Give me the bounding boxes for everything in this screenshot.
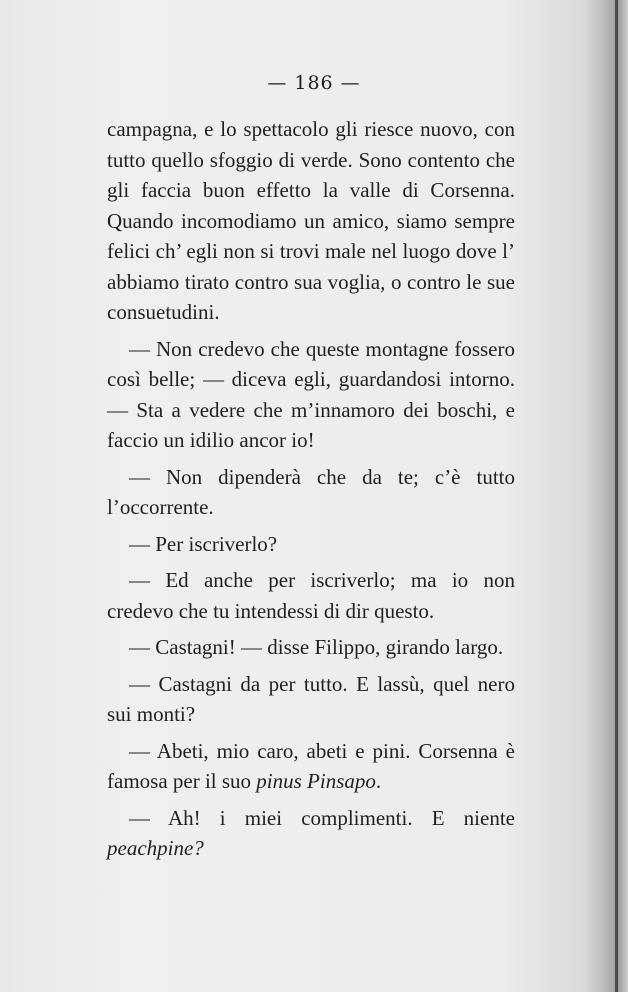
book-spine-line (615, 0, 618, 992)
paragraph-4: — Per iscriverlo? (129, 531, 278, 556)
paragraph-1: campagna, e lo spettacolo gli riesce nuovo, con tutto quello sfoggio di verde. Sono contento che gli faccia buon effetto la valle di Corsenna. Quando incomodiamo un amico, siamo sempre felici ch’ egli non si trovi male nel luogo dove l’ abbiamo tirato contro sua voglia, o contro le sue consuetudini. (107, 117, 515, 324)
page-number: — 186 — (267, 72, 361, 94)
paragraph-7: — Castagni da per tutto. E lassù, quel nero sui monti? (107, 671, 515, 726)
paragraph-9-italic: peachpine? (107, 836, 204, 860)
paragraph-8-end: . (375, 769, 382, 793)
paragraph-3: — Non dipenderà che da te; c’è tutto l’occorrente. (107, 464, 515, 519)
paragraph-8 (107, 736, 515, 797)
text-block (107, 114, 515, 870)
paragraph-6: — Castagni! — disse Filippo, girando largo. (129, 635, 504, 659)
paragraph-8-text: — Abeti, mio caro, abeti e pini. Corsenna è famosa per il suo (107, 738, 515, 793)
paragraph-5: — Ed anche per iscriverlo; ma io non credevo che tu intendessi di dir questo. (107, 568, 515, 623)
paragraph-9 (107, 803, 515, 864)
paragraph-9-text: — Ah! i miei complimenti. E niente (129, 805, 515, 830)
book-spine-edge (618, 0, 628, 992)
paragraph-8-italic: pinus Pinsapo (256, 769, 376, 793)
paragraph-2: — Non credevo che queste montagne fossero così belle; — diceva egli, guardandosi intorno. — Sta a vedere che m’innamoro dei boschi, e faccio un idilio ancor io! (107, 336, 515, 452)
